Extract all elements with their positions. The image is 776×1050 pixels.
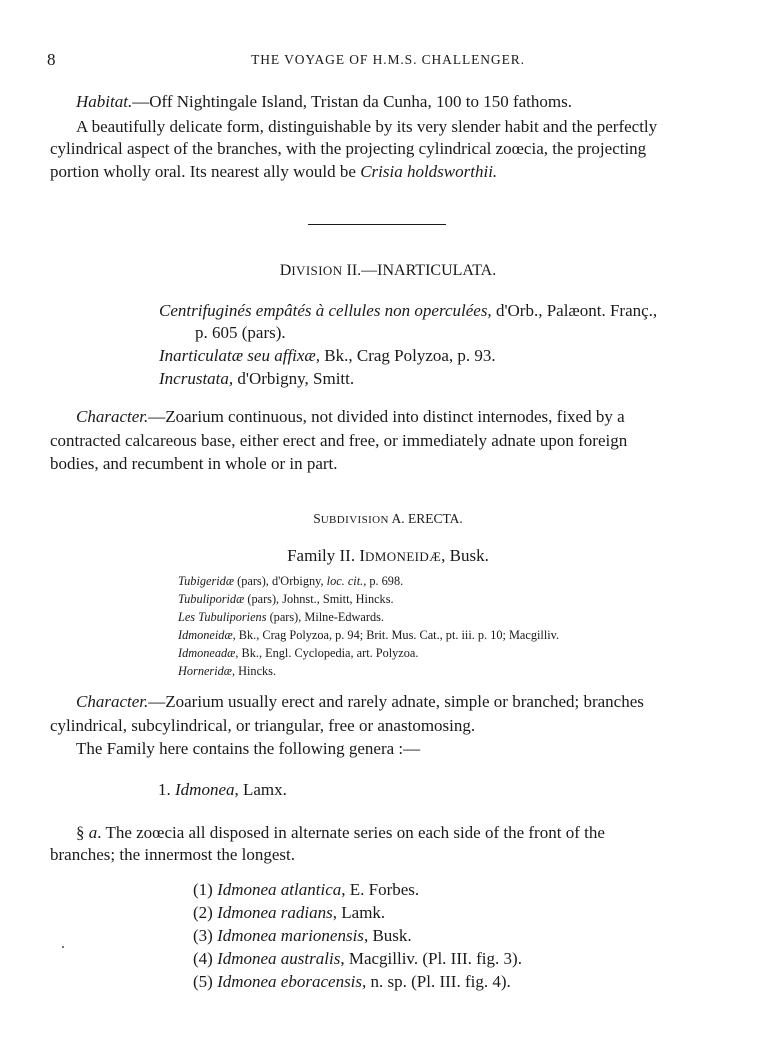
species-item-4: (4) Idmonea australis, Macgilliv. (Pl. III. fig. 3).: [193, 949, 522, 968]
character-2-line-1: Character.—Zoarium usually erect and rarely adnate, simple or branched; branches: [76, 692, 644, 711]
character-label: Character.: [76, 407, 149, 426]
subdivision-heading: SUBDIVISION A. ERECTA.: [313, 511, 463, 526]
reference-5: Idmoneadæ, Bk., Engl. Cyclopedia, art. Polyzoa.: [178, 646, 419, 660]
habitat-label: Habitat.: [76, 92, 133, 111]
synonym-1: Centrifuginés empâtés à cellules non operculées, d'Orb., Palæont. Franç.,: [159, 301, 658, 320]
reference-1: Tubigeridæ (pars), d'Orbigny, loc. cit., p. 698.: [178, 574, 404, 588]
habitat-line: [76, 92, 572, 112]
division-heading: DIVISION II.—INARTICULATA.: [279, 262, 497, 279]
synonym-3: Incrustata, d'Orbigny, Smitt.: [159, 369, 355, 388]
section-a-line-1: § a. The zoœcia all disposed in alternate series on each side of the front of the: [76, 823, 605, 842]
species-item-5: (5) Idmonea eboracensis, n. sp. (Pl. III. fig. 4).: [193, 972, 511, 991]
character-1-line-1: Character.—Zoarium continuous, not divided into distinct internodes, fixed by a: [76, 407, 625, 426]
running-title: THE VOYAGE OF H.M.S. CHALLENGER.: [251, 52, 525, 67]
reference-3: Les Tubuliporiens (pars), Milne-Edwards.: [178, 610, 384, 624]
species-item-2: (2) Idmonea radians, Lamk.: [193, 903, 386, 922]
description-line-3: portion wholly oral. Its nearest ally would be Crisia holdsworthii.: [50, 162, 498, 181]
species-item-1: (1) Idmonea atlantica, E. Forbes.: [193, 880, 420, 899]
crisia-species: Crisia holdsworthii.: [360, 162, 498, 181]
character-label: Character.: [76, 692, 149, 711]
section-a-line-2: branches; the innermost the longest.: [50, 845, 296, 864]
habitat-text: —Off Nightingale Island, Tristan da Cunha, 100 to 150 fathoms.: [132, 92, 572, 111]
genera-intro: The Family here contains the following genera :—: [76, 739, 421, 758]
genus-heading: 1. Idmonea, Lamx.: [158, 780, 287, 799]
character-1-line-2: contracted calcareous base, either erect and free, or immediately adnate upon foreign: [50, 431, 628, 450]
species-item-3: (3) Idmonea marionensis, Busk.: [193, 926, 412, 945]
section-divider: [308, 224, 446, 225]
description-line-2: cylindrical aspect of the branches, with the projecting cylindrical zoœcia, the projecting: [50, 139, 647, 158]
family-heading: Family II. IDMONEIDÆ, Busk.: [287, 546, 489, 565]
reference-4: Idmoneidæ, Bk., Crag Polyzoa, p. 94; Brit. Mus. Cat., pt. iii. p. 10; Macgilliv.: [178, 628, 560, 642]
print-speck: [62, 946, 64, 948]
synonym-1-continuation: p. 605 (pars).: [195, 323, 286, 342]
description-line-1: A beautifully delicate form, distinguishable by its very slender habit and the perfectly: [76, 117, 658, 136]
reference-6: Horneridæ, Hincks.: [178, 664, 277, 678]
synonym-2: Inarticulatæ seu affixæ, Bk., Crag Polyzoa, p. 93.: [159, 346, 496, 365]
reference-2: Tubuliporidæ (pars), Johnst., Smitt, Hincks.: [178, 592, 394, 606]
character-1-line-3: bodies, and recumbent in whole or in part.: [50, 454, 338, 473]
page-number: 8: [47, 50, 56, 69]
character-2-line-2: cylindrical, subcylindrical, or triangular, free or anastomosing.: [50, 716, 476, 735]
